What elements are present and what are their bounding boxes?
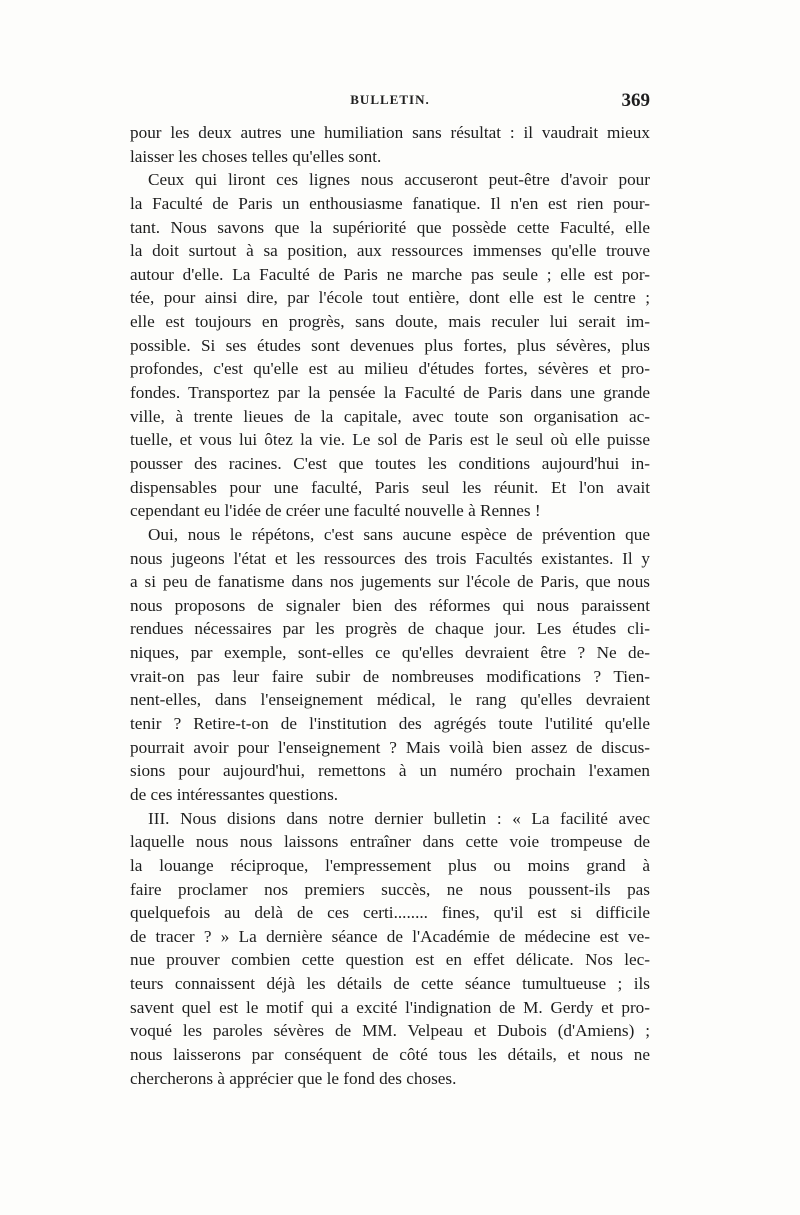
text-line: teurs connaissent déjà les détails de cette séance tumultueuse ; ils bbox=[130, 974, 650, 994]
text-line: pousser des racines. C'est que toutes les conditions aujourd'hui in- bbox=[130, 453, 650, 473]
text-line: elle est toujours en progrès, sans doute, mais reculer lui serait im- bbox=[130, 312, 650, 332]
text-line: tenir ? Retire-t-on de l'institution des agrégés toute l'utilité qu'elle bbox=[130, 714, 650, 734]
text-line: savent quel est le motif qui a excité l'indignation de M. Gerdy et pro- bbox=[130, 997, 650, 1017]
text-line: faire proclamer nos premiers succès, ne nous poussent-ils pas bbox=[130, 879, 650, 899]
text-line: la doit surtout à sa position, aux ressources immenses qu'elle trouve bbox=[130, 241, 650, 261]
text-line: possible. Si ses études sont devenues plus fortes, plus sévères, plus bbox=[130, 335, 650, 355]
text-line: nous laisserons par conséquent de côté tous les détails, et nous ne bbox=[130, 1044, 650, 1064]
running-head bbox=[130, 92, 650, 116]
text-line: ville, à trente lieues de la capitale, avec toute son organisation ac- bbox=[130, 406, 650, 426]
text-line: fondes. Transportez par la pensée la Faculté de Paris dans une grande bbox=[130, 383, 650, 403]
text-line: la louange réciproque, l'empressement plus ou moins grand à bbox=[130, 855, 650, 875]
text-line: de tracer ? » La dernière séance de l'Académie de médecine est ve- bbox=[130, 926, 650, 946]
page-number: 369 bbox=[621, 90, 650, 111]
text-line: a si peu de fanatisme dans nos jugements sur l'école de Paris, que nous bbox=[130, 572, 650, 592]
text-line: pourrait avoir pour l'enseignement ? Mais voilà bien assez de discus- bbox=[130, 737, 650, 757]
text-line: de ces intéressantes questions. bbox=[130, 784, 339, 804]
text-line: tant. Nous savons que la supériorité que possède cette Faculté, elle bbox=[130, 217, 650, 237]
text-line: la Faculté de Paris un enthousiasme fanatique. Il n'en est rien pour- bbox=[130, 193, 650, 213]
text-line: nous proposons de signaler bien des réformes qui nous paraissent bbox=[130, 595, 650, 615]
text-line: chercherons à apprécier que le fond des choses. bbox=[130, 1068, 457, 1088]
text-line: sions pour aujourd'hui, remettons à un numéro prochain l'examen bbox=[130, 761, 650, 781]
text-line: nous jugeons l'état et les ressources des trois Facultés existantes. Il y bbox=[130, 548, 650, 568]
text-line: nue prouver combien cette question est en effet délicate. Nos lec- bbox=[130, 950, 650, 970]
text-line: cependant eu l'idée de créer une faculté nouvelle à Rennes ! bbox=[130, 501, 541, 521]
text-line: tée, pour ainsi dire, par l'école tout entière, dont elle est le centre ; bbox=[130, 288, 650, 308]
text-line: nent-elles, dans l'enseignement médical, le rang qu'elles devraient bbox=[130, 690, 650, 710]
text-line: laisser les choses telles qu'elles sont. bbox=[130, 146, 382, 166]
text-line: quelquefois au delà de ces certi........ fines, qu'il est si difficile bbox=[130, 903, 650, 923]
body-text bbox=[130, 121, 650, 1090]
text-line: niques, par exemple, sont-elles ce qu'elles devraient être ? Ne de- bbox=[130, 643, 650, 663]
text-line: dispensables pour une faculté, Paris seul les réunit. Et l'on avait bbox=[130, 477, 650, 497]
text-line: rendues nécessaires par les progrès de chaque jour. Les études cli- bbox=[130, 619, 650, 639]
running-title: BULLETIN. bbox=[350, 92, 430, 107]
text-line: pour les deux autres une humiliation sans résultat : il vaudrait mieux bbox=[130, 123, 650, 142]
text-line: III. Nous disions dans notre dernier bulletin : « La facilité avec bbox=[148, 808, 650, 828]
text-line: autour d'elle. La Faculté de Paris ne marche pas seule ; elle est por- bbox=[130, 264, 650, 284]
text-line: vrait-on pas leur faire subir de nombreuses modifications ? Tien- bbox=[130, 666, 650, 686]
text-line: tuelle, et vous lui ôtez la vie. Le sol de Paris est le seul où elle puisse bbox=[130, 430, 650, 450]
text-line: profondes, c'est qu'elle est au milieu d'études fortes, sévères et pro- bbox=[130, 359, 650, 379]
text-line: Oui, nous le répétons, c'est sans aucune espèce de prévention que bbox=[148, 524, 650, 544]
text-line: voqué les paroles sévères de MM. Velpeau et Dubois (d'Amiens) ; bbox=[130, 1021, 650, 1041]
text-line: Ceux qui liront ces lignes nous accuseront peut-être d'avoir pour bbox=[148, 170, 650, 190]
text-line: laquelle nous nous laissons entraîner dans cette voie trompeuse de bbox=[130, 832, 650, 852]
